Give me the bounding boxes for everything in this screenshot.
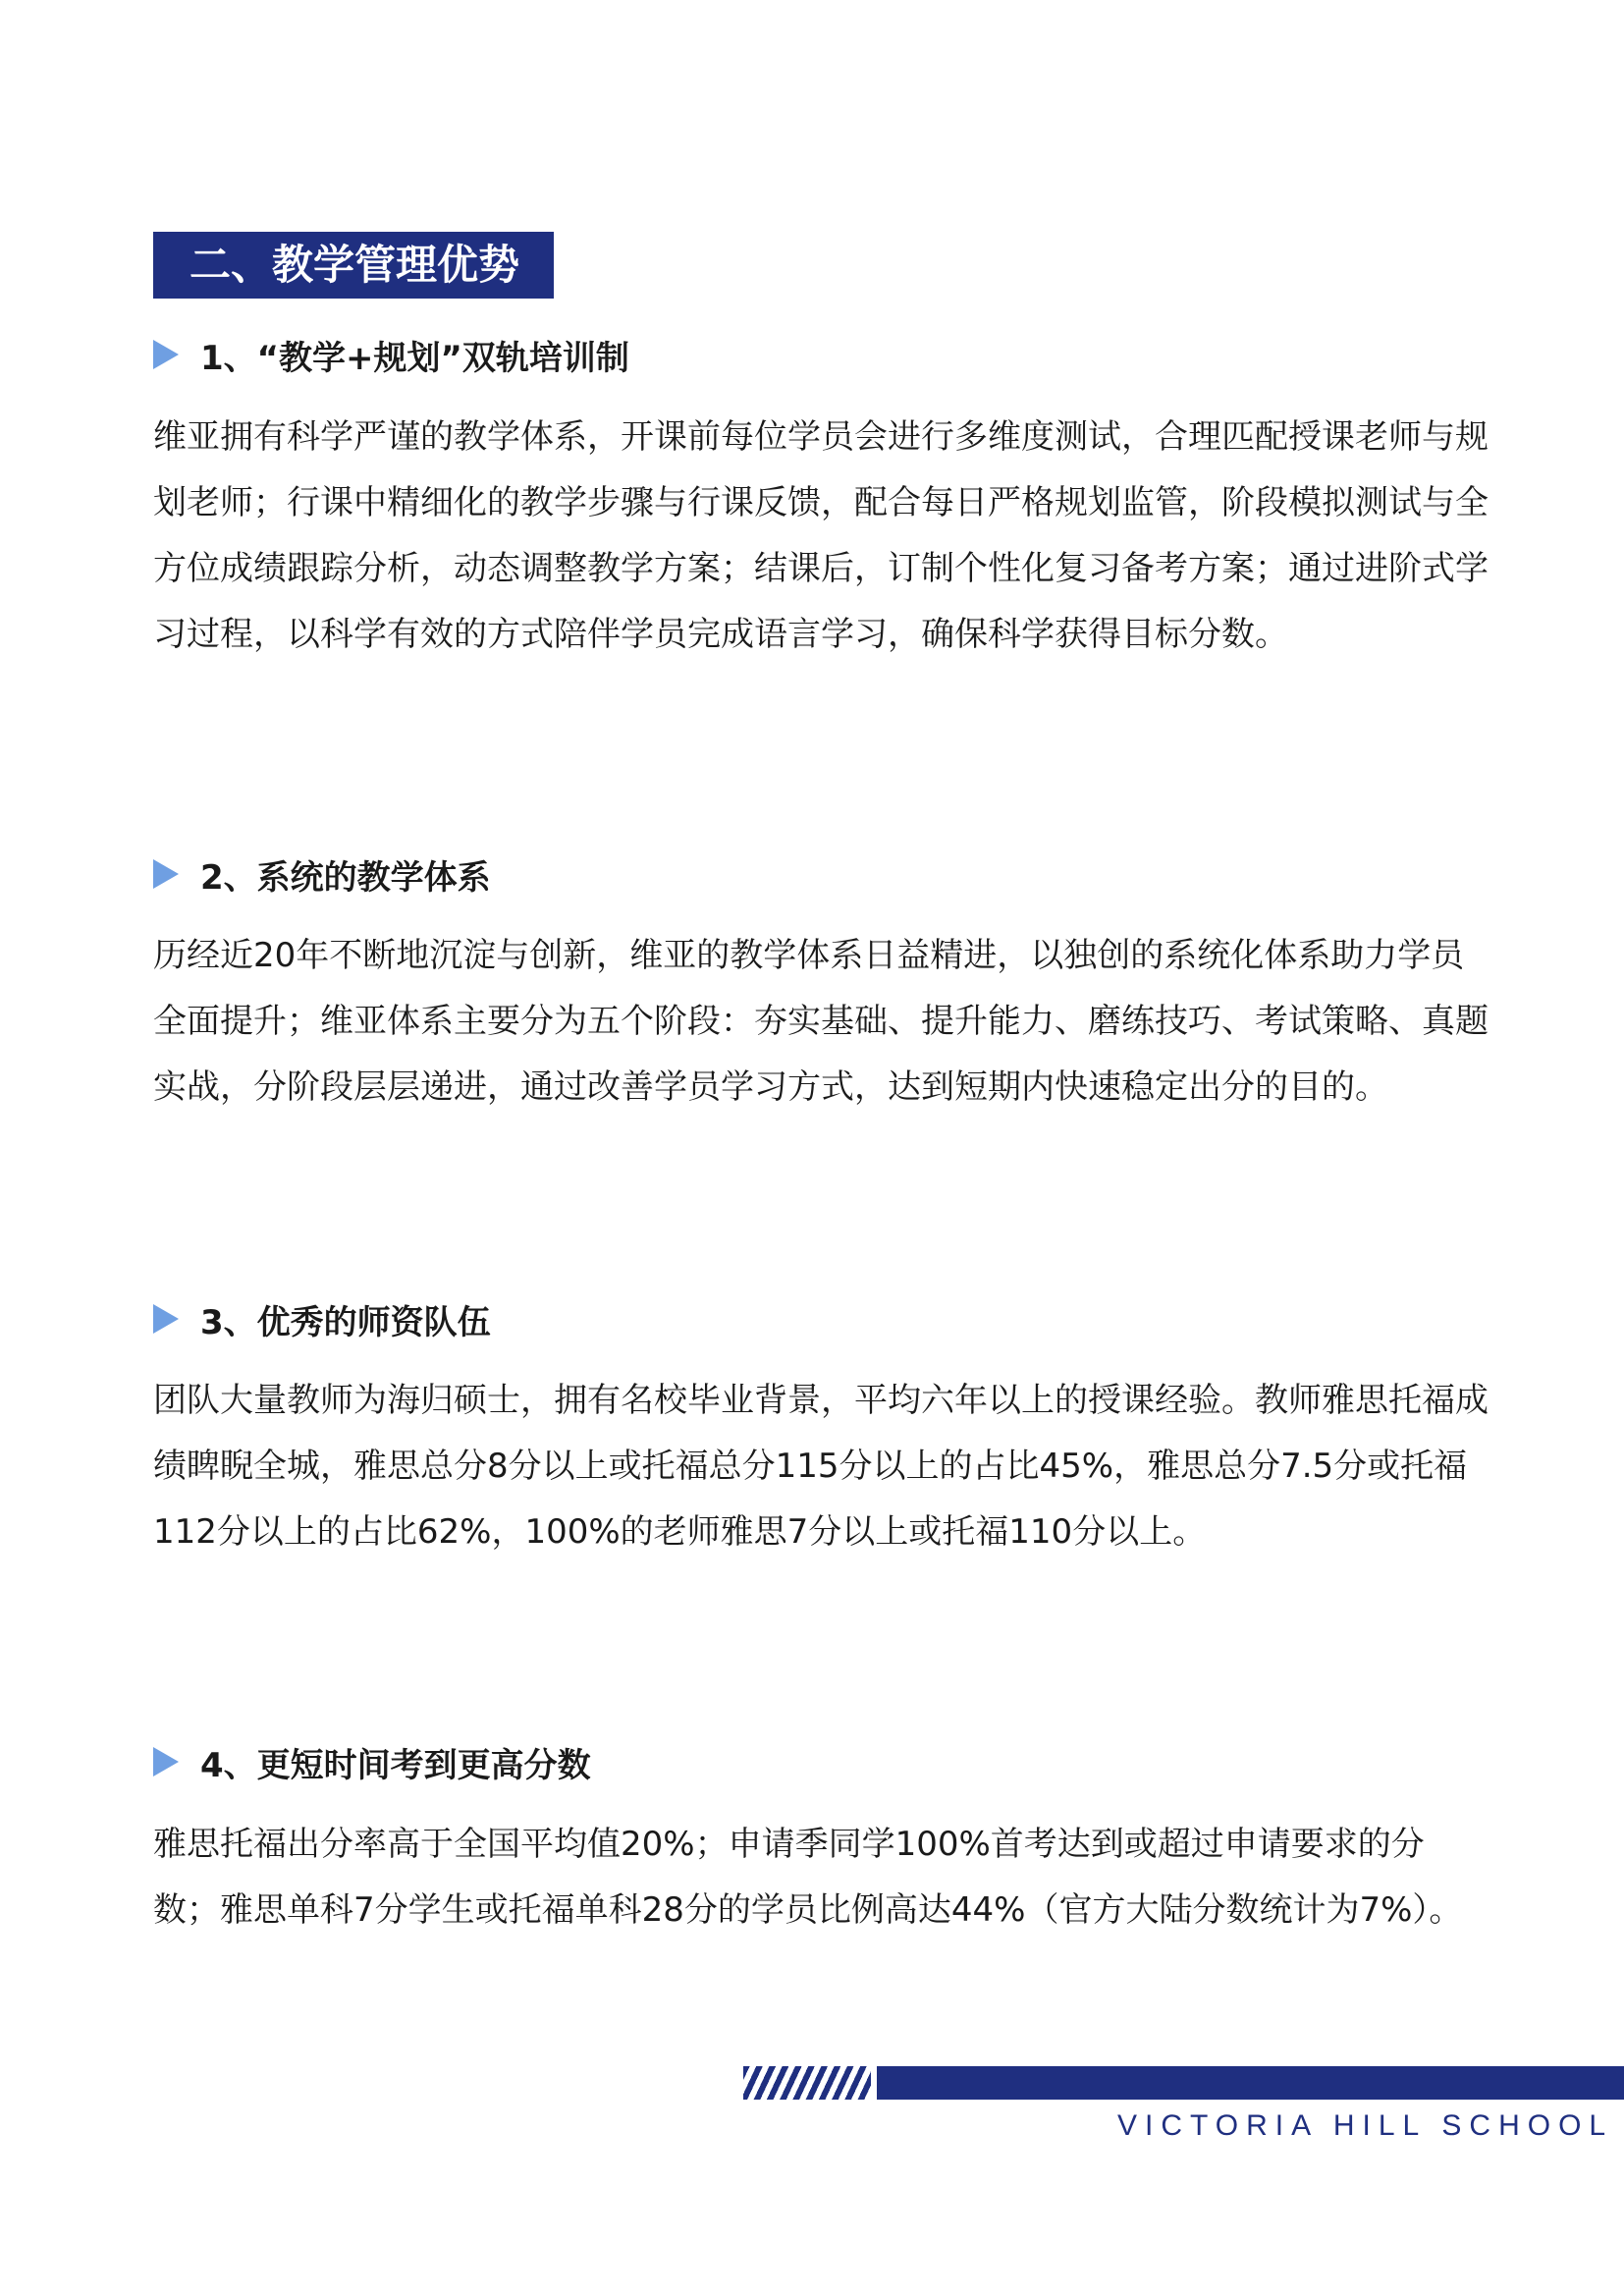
subheading-4	[153, 1737, 591, 1786]
section-title-banner	[153, 232, 554, 299]
triangle-bullet-icon	[153, 340, 179, 369]
triangle-bullet-icon	[153, 1304, 179, 1334]
subheading-2-title: 2、系统的教学体系	[200, 857, 491, 898]
subheading-1-title: 1、“教学+规划”双轨培训制	[200, 338, 629, 378]
triangle-bullet-icon	[153, 1747, 179, 1777]
footer-school-name: VICTORIA HILL SCHOOL	[1117, 2109, 1614, 2142]
subheading-3-title: 3、优秀的师资队伍	[200, 1302, 491, 1342]
section-title: 二、教学管理优势	[189, 241, 520, 289]
triangle-bullet-icon	[153, 859, 179, 889]
footer-bar	[877, 2066, 1624, 2100]
subheading-3	[153, 1294, 491, 1343]
paragraph-1: 维亚拥有科学严谨的教学体系，开课前每位学员会进行多维度测试，合理匹配授课老师与规划老师；行课中精细化的教学步骤与行课反馈，配合每日严格规划监管，阶段模拟测试与全方位成绩跟踪分析，动态调整教学方案；结课后，订制个性化复习备考方案；通过进阶式学习过程，以科学有效的方式陪伴学员完成语言学习，确保科学获得目标分数。	[153, 417, 1489, 654]
paragraph-2: 历经近20年不断地沉淀与创新，维亚的教学体系日益精进，以独创的系统化体系助力学员全面提升；维亚体系主要分为五个阶段：夯实基础、提升能力、磨练技巧、考试策略、真题实战，分阶段层层递进，通过改善学员学习方式，达到短期内快速稳定出分的目的。	[153, 936, 1489, 1107]
subheading-4-title: 4、更短时间考到更高分数	[200, 1745, 591, 1785]
paragraph-3: 团队大量教师为海归硕士，拥有名校毕业背景，平均六年以上的授课经验。教师雅思托福成绩睥睨全城，雅思总分8分以上或托福总分115分以上的占比45%，雅思总分7.5分或托福112分以上的占比62%，100%的老师雅思7分以上或托福110分以上。	[153, 1381, 1489, 1552]
paragraph-4: 雅思托福出分率高于全国平均值20%；申请季同学100%首考达到或超过申请要求的分数；雅思单科7分学生或托福单科28分的学员比例高达44%（官方大陆分数统计为7%）。	[153, 1825, 1463, 1930]
footer-stripes-decoration	[743, 2066, 871, 2100]
subheading-1	[153, 330, 629, 379]
subheading-2	[153, 849, 491, 899]
